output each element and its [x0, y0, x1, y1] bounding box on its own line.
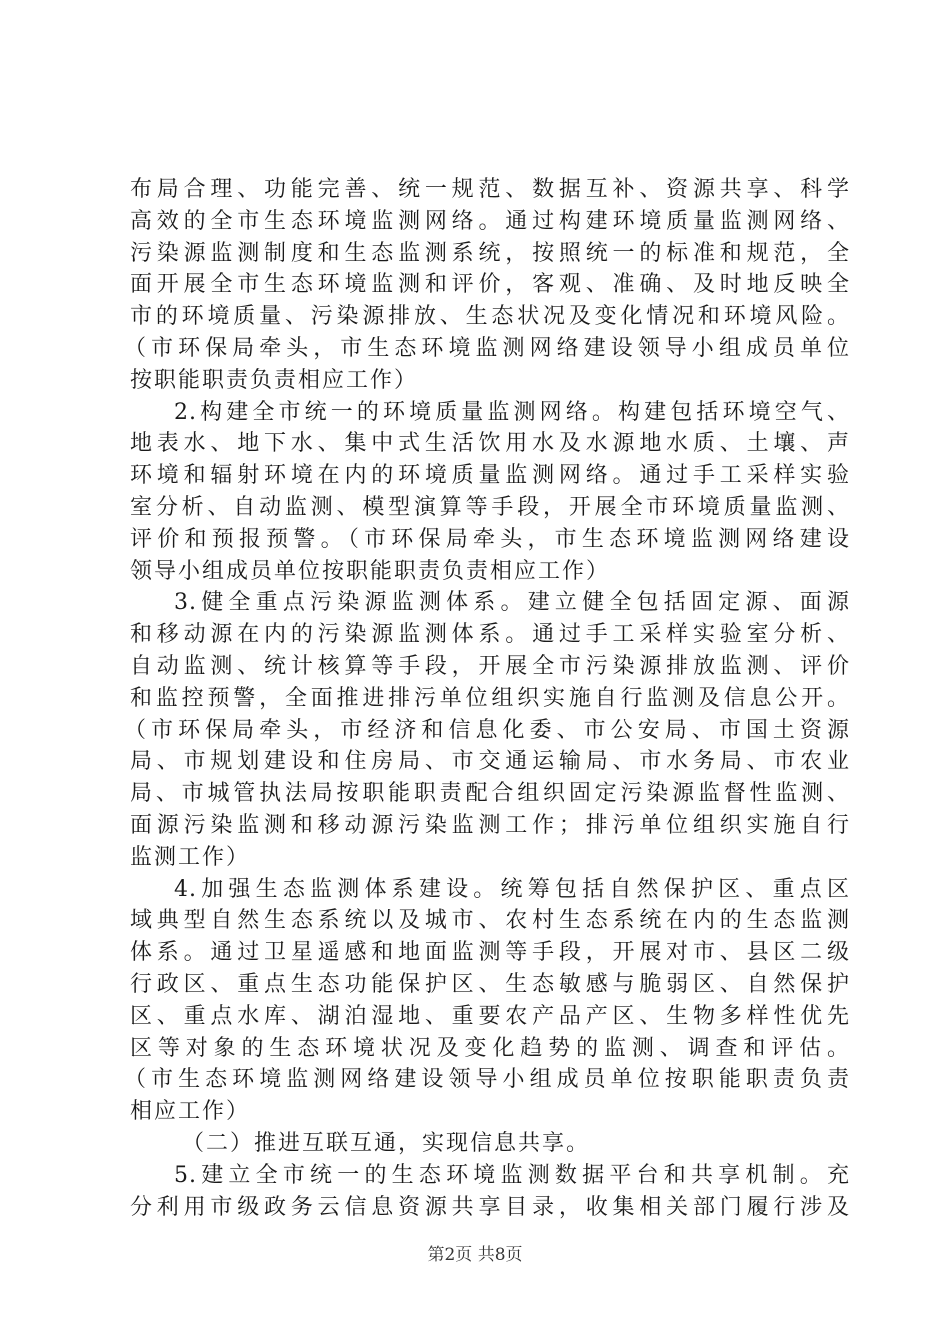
- text-line: 面源污染监测和移动源污染监测工作；排污单位组织实施自行: [130, 812, 850, 838]
- page-footer: 第2页 共8页: [427, 1245, 523, 1265]
- text-line: 区、重点水库、湖泊湿地、重要农产品产区、生物多样性优先: [130, 1003, 850, 1029]
- text-line: 行政区、重点生态功能保护区、生态敏感与脆弱区、自然保护: [130, 971, 850, 997]
- text-line: 自动监测、统计核算等手段，开展全市污染源排放监测、评价: [130, 653, 850, 679]
- text-line: 体系。通过卫星遥感和地面监测等手段，开展对市、县区二级: [130, 940, 850, 966]
- section-heading: （二）推进互联互通，实现信息共享。: [182, 1130, 591, 1156]
- text-line: 和监控预警，全面推进排污单位组织实施自行监测及信息公开。: [130, 685, 850, 711]
- text-line: （市环保局牵头，市经济和信息化委、市公安局、市国土资源: [124, 717, 850, 743]
- text-line: 面开展全市生态环境监测和评价，客观、准确、及时地反映全: [130, 272, 850, 298]
- text-line: （市生态环境监测网络建设领导小组成员单位按职能职责负责: [124, 1067, 850, 1093]
- text-line: 评价和预报预警。（市环保局牵头，市生态环境监测网络建设: [130, 526, 850, 552]
- text-line: 分利用市级政务云信息资源共享目录，收集相关部门履行涉及: [130, 1194, 850, 1220]
- text-line: 相应工作）: [130, 1099, 251, 1125]
- text-line: 室分析、自动监测、模型演算等手段，开展全市环境质量监测、: [130, 494, 850, 520]
- text-line: 区等对象的生态环境状况及变化趋势的监测、调查和评估。: [130, 1035, 850, 1061]
- paragraph-2-heading: 2.构建全市统一的环境质量监测网络。构建包括环境空气、: [174, 399, 850, 425]
- document-body: [124, 174, 850, 1223]
- paragraph-5-heading: 5.建立全市统一的生态环境监测数据平台和共享机制。充: [174, 1162, 850, 1188]
- text-line: 高效的全市生态环境监测网络。通过构建环境质量监测网络、: [130, 208, 850, 234]
- text-line: 和移动源在内的污染源监测体系。通过手工采样实验室分析、: [130, 622, 850, 648]
- text-line: 局、市规划建设和住房局、市交通运输局、市水务局、市农业: [130, 749, 850, 775]
- text-line: 布局合理、功能完善、统一规范、数据互补、资源共享、科学: [130, 177, 850, 202]
- text-line: （市环保局牵头，市生态环境监测网络建设领导小组成员单位: [124, 335, 850, 361]
- paragraph-3-heading: 3.健全重点污染源监测体系。建立健全包括固定源、面源: [174, 590, 850, 616]
- text-line: 局、市城管执法局按职能职责配合组织固定污染源监督性监测、: [130, 781, 850, 807]
- text-line: 市的环境质量、污染源排放、生态状况及变化情况和环境风险。: [130, 304, 850, 330]
- text-line: 地表水、地下水、集中式生活饮用水及水源地水质、土壤、声: [130, 431, 850, 457]
- text-line: 污染源监测制度和生态监测系统，按照统一的标准和规范，全: [130, 240, 850, 266]
- text-line: 领导小组成员单位按职能职责负责相应工作）: [130, 558, 611, 584]
- text-line: 按职能职责负责相应工作）: [130, 367, 419, 393]
- text-line: 监测工作）: [130, 844, 251, 870]
- text-line: 域典型自然生态系统以及城市、农村生态系统在内的生态监测: [130, 908, 850, 934]
- text-line: 环境和辐射环境在内的环境质量监测网络。通过手工采样实验: [130, 463, 850, 489]
- paragraph-4-heading: 4.加强生态监测体系建设。统筹包括自然保护区、重点区: [174, 876, 850, 902]
